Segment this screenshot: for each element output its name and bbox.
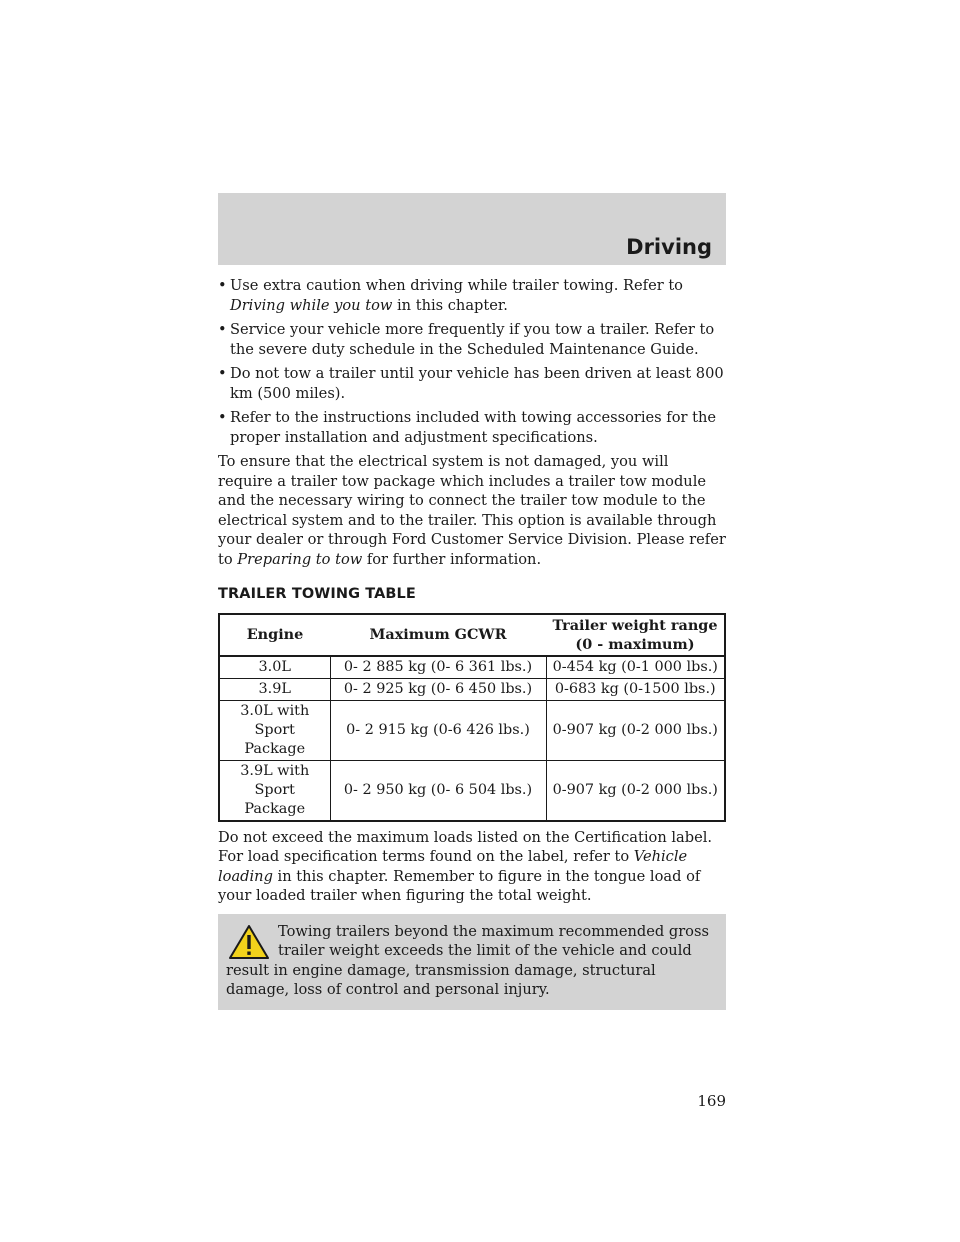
list-item: • Service your vehicle more frequently if you tow a trailer. Refer to the severe duty schedule in the Scheduled Maintenance Guide. [218,321,715,358]
page-content [218,276,726,1010]
table-cell: 0-907 kg (0-2 000 lbs.) [546,700,725,760]
table-row [219,760,725,821]
table-cell: 0- 2 925 kg (0- 6 450 lbs.) [330,678,546,700]
table-cell: 3.0L with Sport Package [219,700,330,760]
table-row [219,678,725,700]
table-cell: 3.9L [219,678,330,700]
warning-box [218,914,726,1010]
table-cell: 3.9L with Sport Package [219,760,330,821]
list-item: • Use extra caution when driving while trailer towing. Refer to Driving while you tow in this chapter. [218,277,683,314]
table-row [219,700,725,760]
list-item: • Refer to the instructions included with towing accessories for the proper installation and adjustment specifications. [218,409,716,446]
table-cell: 0- 2 885 kg (0- 6 361 lbs.) [330,656,546,679]
bullet-marker: • [218,277,227,294]
bullet-marker: • [218,409,227,426]
table-header-row [219,614,725,656]
column-header: Maximum GCWR [330,614,546,656]
cross-reference: Vehicle loading [218,848,688,885]
column-header: Trailer weight range (0 - maximum) [546,614,725,656]
column-header: Engine [219,614,330,656]
warning-triangle-icon [228,924,270,960]
bullet-marker: • [218,365,227,382]
page-number: 169 [697,1092,726,1110]
bullet-list [218,276,726,447]
bullet-marker: • [218,321,227,338]
section-header-band [218,193,726,265]
cross-reference: Driving while you tow [230,296,393,314]
list-item: • Do not tow a trailer until your vehicle has been driven at least 800 km (500 miles). [218,365,724,402]
table-heading: TRAILER TOWING TABLE [218,586,416,602]
table-row [219,656,725,679]
table-cell: 0-907 kg (0-2 000 lbs.) [546,760,725,821]
section-title: Driving [626,235,712,259]
table-cell: 0- 2 915 kg (0-6 426 lbs.) [330,700,546,760]
table-cell: 0- 2 950 kg (0- 6 504 lbs.) [330,760,546,821]
trailer-towing-table [218,613,726,822]
cross-reference: Preparing to tow [237,550,363,568]
body-paragraph: To ensure that the electrical system is not damaged, you will require a trailer tow package which includes a trailer tow module and the necessary wiring to connect the trailer tow module to the electrical system and to the trailer. This option is available through your dealer or through Ford Customer Service Division. Please refer to Preparing to tow for further information. [218,453,726,568]
body-paragraph: Do not exceed the maximum loads listed on the Certification label. For load specification terms found on the label, refer to Vehicle loading in this chapter. Remember to figure in the tongue load of your loaded trailer when figuring the total weight. [218,828,713,904]
table-cell: 0-454 kg (0-1 000 lbs.) [546,656,725,679]
table-cell: 3.0L [219,656,330,679]
warning-text: Towing trailers beyond the maximum recommended gross trailer weight exceeds the limit of the vehicle and could result in engine damage, transmission damage, structural damage, loss of control and personal injury. [226,922,709,998]
table-cell: 0-683 kg (0-1500 lbs.) [546,678,725,700]
